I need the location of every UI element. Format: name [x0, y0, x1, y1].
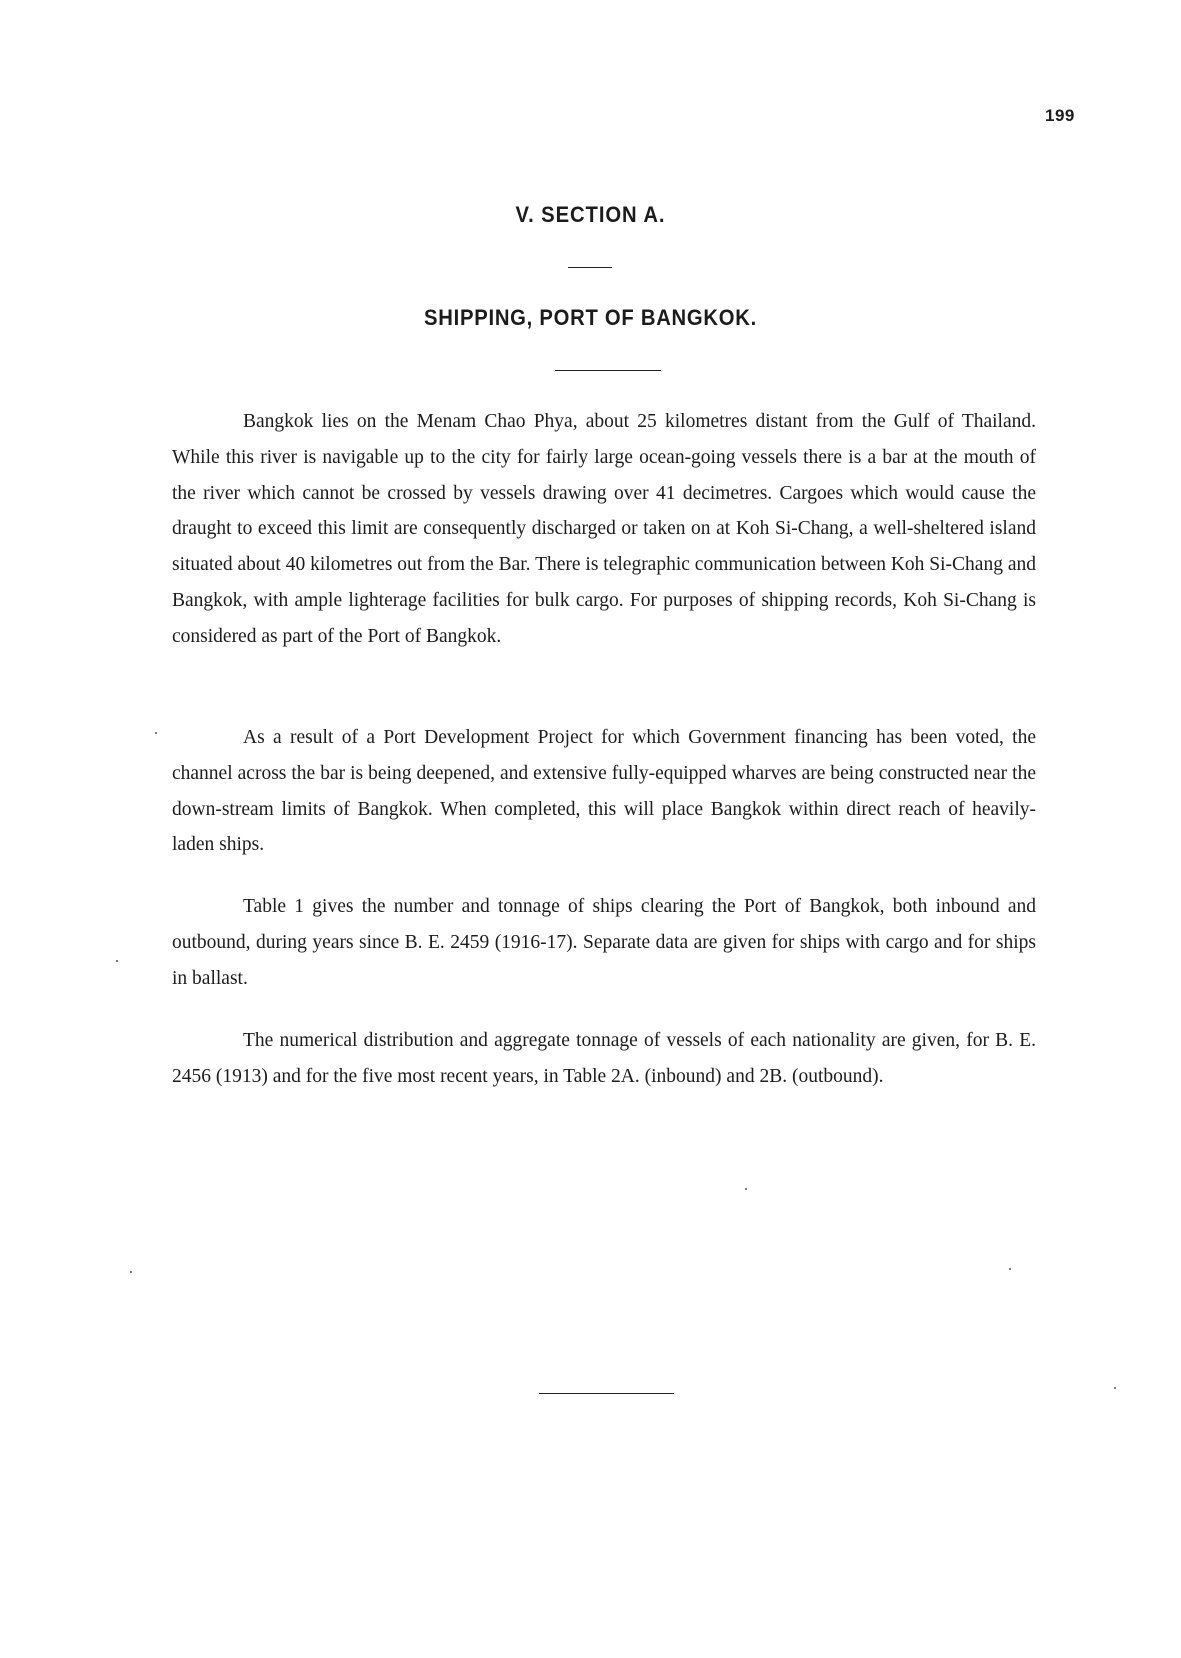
scan-speck	[130, 1271, 132, 1273]
paragraph: Bangkok lies on the Menam Chao Phya, about 25 kilometres distant from the Gulf of Thailand. While this river is navigable up to the city for fairly large ocean-going vessels there is a bar at the mouth of the river which cannot be crossed by vessels drawing over 41 decimetres. Cargoes which would cause the draught to exceed this limit are consequently discharged or taken on at Koh Si-Chang, a well-sheltered island situated about 40 kilometres out from the Bar. There is telegraphic communication between Koh Si-Chang and Bangkok, with ample lighterage facilities for bulk cargo. For purposes of shipping records, Koh Si-Chang is considered as part of the Port of Bangkok.	[172, 411, 1036, 647]
divider-rule	[555, 370, 661, 371]
section-heading: V. SECTION A.	[515, 202, 666, 227]
paragraph: Table 1 gives the number and tonnage of ships clearing the Port of Bangkok, both inbound and outbound, during years since B. E. 2459 (1916-17). Separate data are given for ships with cargo and for ships in ballast.	[172, 896, 1036, 989]
divider-rule	[568, 267, 612, 268]
scan-speck	[745, 1188, 747, 1190]
scan-speck	[116, 960, 118, 962]
scan-speck	[1114, 1387, 1116, 1389]
scan-speck	[1009, 1268, 1011, 1270]
page-title: SHIPPING, PORT OF BANGKOK.	[424, 305, 757, 330]
end-rule	[539, 1393, 674, 1394]
scan-speck	[155, 732, 157, 734]
paragraph: As a result of a Port Development Project for which Government financing has been voted, the channel across the bar is being deepened, and extensive fully-equipped wharves are being constructed near the down-stream limits of Bangkok. When completed, this will place Bangkok within direct reach of heavily-laden ships.	[172, 727, 1036, 856]
page-number: 199	[1045, 106, 1075, 125]
paragraph: The numerical distribution and aggregate tonnage of vessels of each nationality are given, for B. E. 2456 (1913) and for the five most recent years, in Table 2A. (inbound) and 2B. (outbound).	[172, 1030, 1036, 1087]
